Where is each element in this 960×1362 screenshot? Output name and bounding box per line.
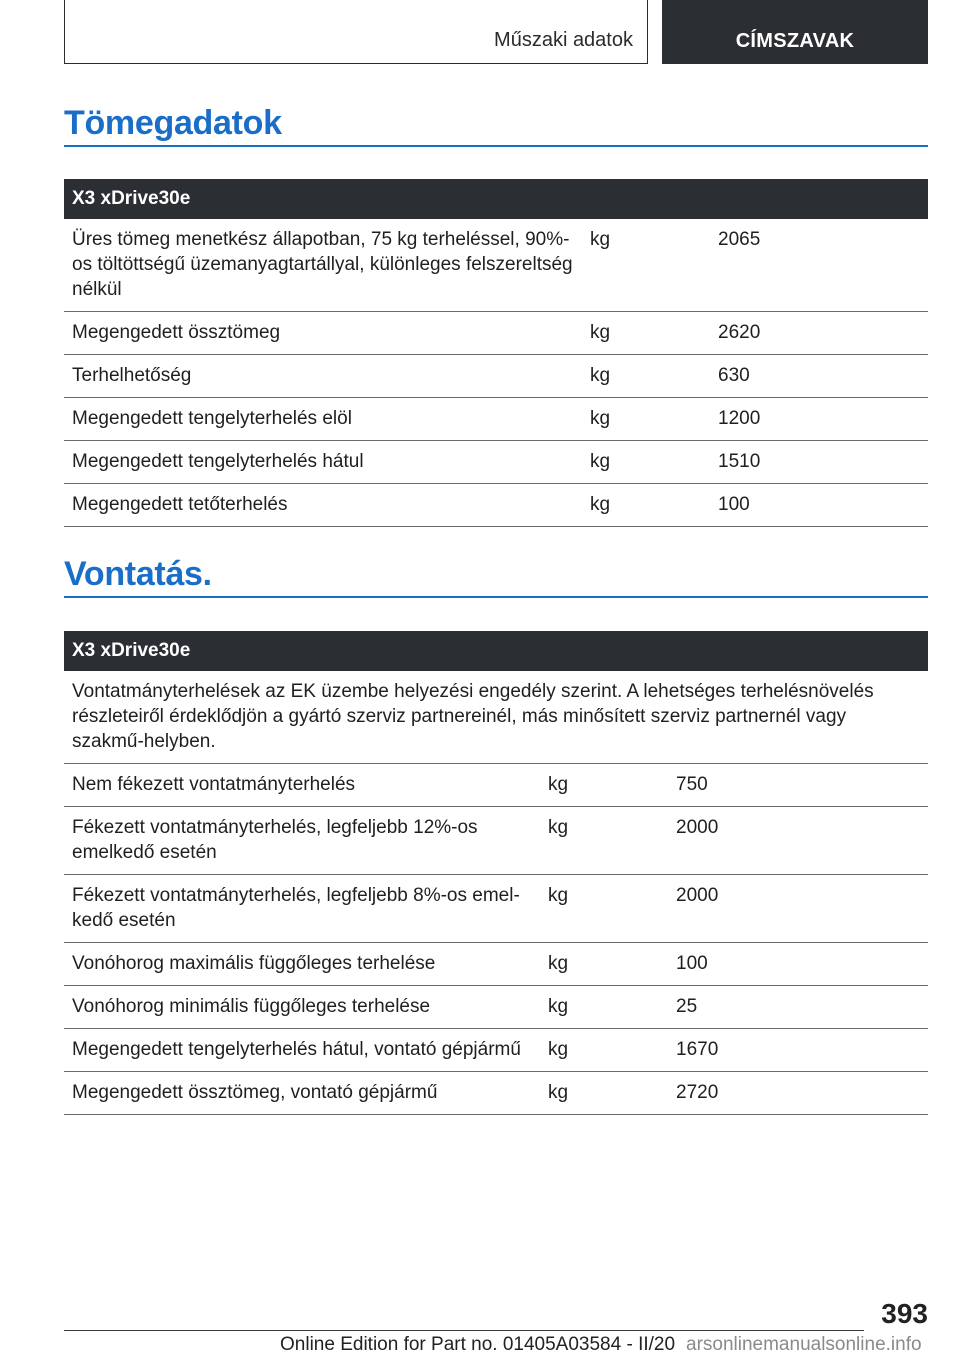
chapter-tab[interactable]: [64, 0, 648, 64]
row-unit: kg: [540, 1072, 668, 1115]
table-row: [64, 219, 928, 312]
row-value: 100: [710, 484, 928, 527]
row-unit: kg: [540, 875, 668, 943]
row-label: Vonóhorog maximális függőleges terhelése: [64, 943, 540, 986]
towing-note: Vontatmányterhelések az EK üzembe helyezési engedély szerint. A lehetséges terhelésnövelés részleteiről érdeklődjön a gyártó szerviz partnereinél, más minősített szerviz partnernél vagy szakmű-helyben.: [64, 671, 928, 764]
row-unit: kg: [582, 355, 710, 398]
towing-table: [64, 631, 928, 1115]
row-label: Vonóhorog minimális függőleges terhelése: [64, 986, 540, 1029]
towing-table-header: [64, 631, 928, 671]
row-value: 100: [668, 943, 928, 986]
row-label: Fékezett vontatmányterhelés, legfeljebb 8%-os emel-kedő esetén: [64, 875, 540, 943]
row-unit: kg: [540, 1029, 668, 1072]
weights-title-rule: [64, 145, 928, 147]
row-label: Megengedett tengelyterhelés elöl: [64, 398, 582, 441]
table-row: [64, 484, 928, 527]
towing-title: Vontatás.: [64, 555, 212, 593]
table-row: [64, 764, 928, 807]
page-number: 393: [881, 1298, 928, 1329]
row-label: Nem fékezett vontatmányterhelés: [64, 764, 540, 807]
row-value: 2720: [668, 1072, 928, 1115]
row-unit: kg: [582, 484, 710, 527]
row-unit: kg: [540, 943, 668, 986]
row-value: 2000: [668, 807, 928, 875]
row-unit: kg: [540, 986, 668, 1029]
edition-text: Online Edition for Part no. 01405A03584 - II/20: [280, 1334, 676, 1355]
row-label: Megengedett össztömeg: [64, 312, 582, 355]
towing-title-rule: [64, 596, 928, 598]
row-label: Megengedett össztömeg, vontató gépjármű: [64, 1072, 540, 1115]
weights-table: [64, 179, 928, 527]
table-row: [64, 398, 928, 441]
table-row: [64, 441, 928, 484]
towing-model-heading: X3 xDrive30e: [64, 631, 928, 671]
table-row: [64, 1029, 928, 1072]
weights-model-heading: X3 xDrive30e: [64, 179, 928, 219]
row-unit: kg: [540, 807, 668, 875]
table-row: [64, 943, 928, 986]
chapter-label: Műszaki adatok: [494, 29, 633, 51]
row-unit: kg: [582, 219, 710, 312]
table-row: [64, 671, 928, 764]
weights-title: Tömegadatok: [64, 104, 282, 142]
table-row: [64, 355, 928, 398]
footer-rule: [64, 1330, 864, 1331]
index-tab[interactable]: [662, 0, 928, 64]
row-value: 25: [668, 986, 928, 1029]
row-label: Megengedett tetőterhelés: [64, 484, 582, 527]
table-row: [64, 807, 928, 875]
row-value: 1670: [668, 1029, 928, 1072]
row-value: 1200: [710, 398, 928, 441]
weights-table-header: [64, 179, 928, 219]
table-row: [64, 875, 928, 943]
row-label: Fékezett vontatmányterhelés, legfeljebb 12%-os emelkedő esetén: [64, 807, 540, 875]
row-label: Terhelhetőség: [64, 355, 582, 398]
watermark: arsonlinemanualsonline.info: [686, 1334, 922, 1355]
row-unit: kg: [540, 764, 668, 807]
row-value: 2620: [710, 312, 928, 355]
row-value: 630: [710, 355, 928, 398]
row-label: Megengedett tengelyterhelés hátul, vontató gépjármű: [64, 1029, 540, 1072]
row-label: Megengedett tengelyterhelés hátul: [64, 441, 582, 484]
row-unit: kg: [582, 398, 710, 441]
row-value: 2000: [668, 875, 928, 943]
row-value: 750: [668, 764, 928, 807]
row-unit: kg: [582, 312, 710, 355]
index-tab-label: CÍMSZAVAK: [735, 30, 855, 52]
row-label: Üres tömeg menetkész állapotban, 75 kg terheléssel, 90%-os töltöttségű üzemanyagtartállyal, különleges felszereltség nélkül: [64, 219, 582, 312]
table-row: [64, 986, 928, 1029]
row-value: 2065: [710, 219, 928, 312]
row-unit: kg: [582, 441, 710, 484]
table-row: [64, 312, 928, 355]
row-value: 1510: [710, 441, 928, 484]
table-row: [64, 1072, 928, 1115]
